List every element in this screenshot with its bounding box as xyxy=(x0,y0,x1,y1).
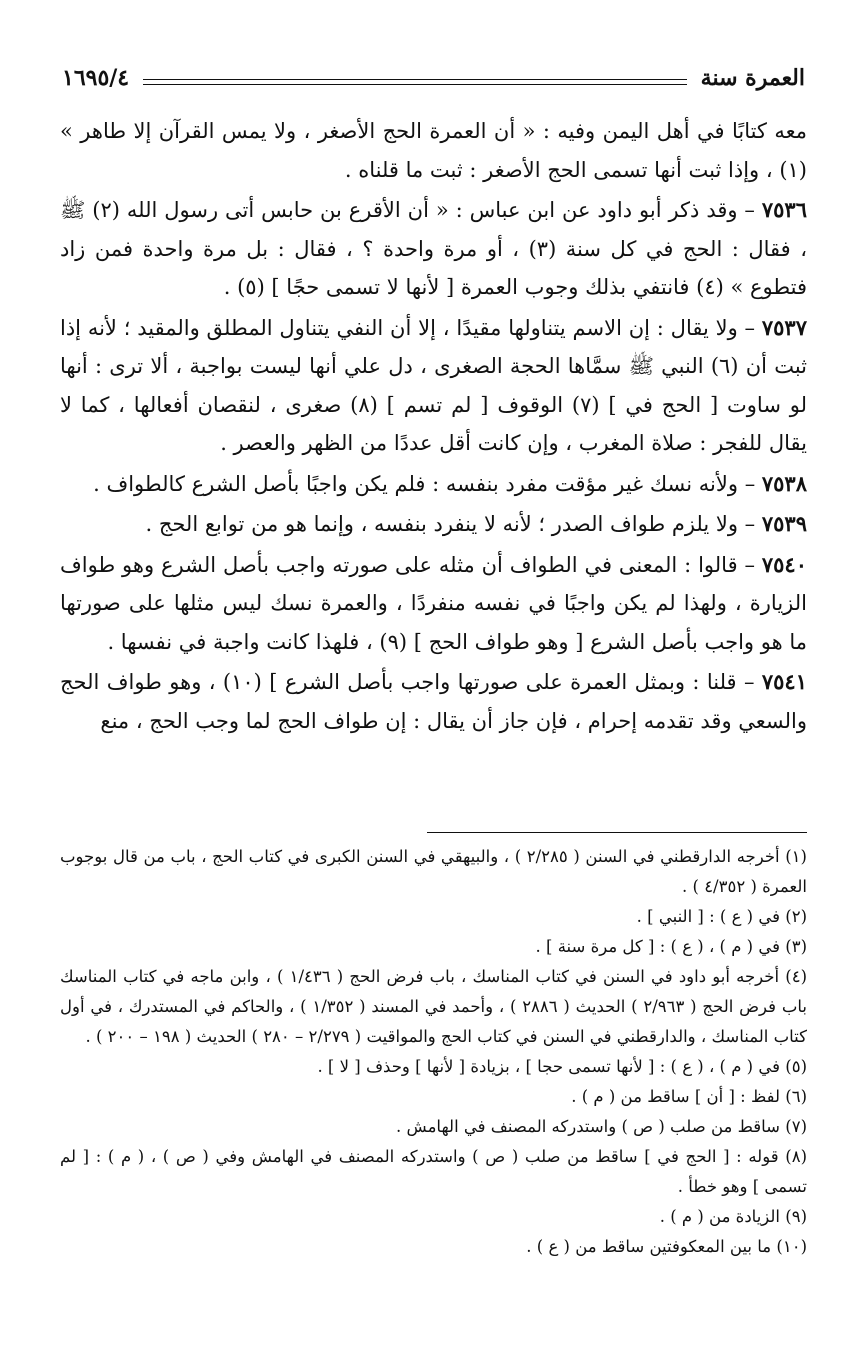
footnote-1: (١) أخرجه الدارقطني في السنن ( ٢/٢٨٥ ) ، والبيهقي في السنن الكبرى في كتاب الحج ، باب من قال بوجوب العمرة ( ٤/٣٥٢ ) . xyxy=(60,847,807,896)
paragraph-text: – ولا يقال : إن الاسم يتناولها مقيدًا ، إلا أن النفي يتناول المطلق والمقيد ؛ لأنه إذا ثبت أن (٦) النبي ﷺ سمَّاها الحجة الصغرى ، دل علي أنها ليست بواجبة ، ألا ترى : أنها لو ساوت [ الحج في ] (٧) الوقوف [ لم تسم ] (٨) صغرى ، لنقصان أفعالها ، كما لا يقال للفجر : صلاة المغرب ، وإن كانت أقل عددًا من الظهر والعصر . xyxy=(60,315,807,455)
paragraph-7538 xyxy=(60,465,807,504)
footnote-4: (٤) أخرجه أبو داود في السنن في كتاب المناسك ، باب فرض الحج ( ١/٤٣٦ ) ، وابن ماجه في كتاب المناسك باب فرض الحج ( ٢/٩٦٣ ) الحديث ( ٢٨٨٦ ) ، وأحمد في المسند ( ١/٣٥٢ ) ، والحاكم في المستدرك ، في أول كتاب المناسك ، والدارقطني في السنن في كتاب الحج والمواقيت ( ٢/٢٧٩ – ٢٨٠ ) الحديث ( ١٩٨ – ٢٠٠ ) . xyxy=(60,967,807,1046)
footnote-5: (٥) في ( م ) ، ( ع ) : [ لأنها تسمى حجا ] ، بزيادة [ لأنها ] وحذف [ لا ] . xyxy=(317,1057,807,1076)
paragraph-number: ٧٥٤٠ xyxy=(761,551,807,577)
paragraph-7541 xyxy=(60,663,807,740)
paragraph-7536 xyxy=(60,191,807,307)
paragraph-number: ٧٥٤١ xyxy=(761,669,807,694)
paragraph-7539 xyxy=(60,505,807,544)
paragraph-text: – وقد ذكر أبو داود عن ابن عباس : « أن الأقرع بن حابس أتى رسول الله (٢) ﷺ ، فقال : الحج في كل سنة (٣) ، أو مرة واحدة ؟ ، فقال : بل مرة واحدة فمن زاد فتطوع » (٤) فانتفي بذلك وجوب العمرة [ لأنها لا تسمى حجًا ] (٥) . xyxy=(60,198,807,299)
paragraph-number: ٧٥٣٧ xyxy=(761,314,807,340)
paragraph-number: ٧٥٣٨ xyxy=(761,470,807,496)
running-title: العمرة سنة xyxy=(700,65,805,91)
paragraph-7540 xyxy=(60,546,807,662)
footnotes xyxy=(60,842,807,1262)
paragraph-7537 xyxy=(60,309,807,463)
header-rule xyxy=(143,79,687,85)
footnote-3: (٣) في ( م ) ، ( ع ) : [ كل مرة سنة ] . xyxy=(535,937,807,956)
paragraph-text: – قالوا : المعنى في الطواف أن مثله على صورته واجب بأصل الشرع وهو طواف الزيارة ، ولهذا لم يكن واجبًا في نفسه منفردًا ، والعمرة نسك ليس مثلها على صورتها ما هو واجب بأصل الشرع [ وهو طواف الحج ] (٩) ، فلهذا كانت واجبة في نفسها . xyxy=(60,552,807,654)
paragraph-text: – قلنا : وبمثل العمرة على صورتها واجب بأصل الشرع ] (١٠) ، وهو طواف الحج والسعي وقد تقدمه إحرام ، فإن جاز أن يقال : إن طواف الحج لما وجب الحج ، منع xyxy=(60,670,807,733)
page-number: ١٦٩٥/٤ xyxy=(62,65,130,91)
paragraph-number: ٧٥٣٩ xyxy=(761,511,807,536)
paragraph-number: ٧٥٣٦ xyxy=(761,197,807,222)
paragraph-text: – ولأنه نسك غير مؤقت مفرد بنفسه : فلم يكن واجبًا بأصل الشرع كالطواف . xyxy=(93,471,762,496)
footnote-2: (٢) في ( ع ) : [ النبي ] . xyxy=(636,907,807,926)
footnote-6: (٦) لفظ : [ أن ] ساقط من ( م ) . xyxy=(571,1087,807,1106)
footnote-separator xyxy=(427,832,807,833)
main-text xyxy=(60,112,807,742)
paragraph-text: – ولا يلزم طواف الصدر ؛ لأنه لا ينفرد بنفسه ، وإنما هو من توابع الحج . xyxy=(145,512,762,536)
footnote-9: (٩) الزيادة من ( م ) . xyxy=(659,1207,807,1226)
page-header xyxy=(62,60,805,96)
footnote-7: (٧) ساقط من صلب ( ص ) واستدركه المصنف في الهامش . xyxy=(396,1117,807,1136)
footnote-8: (٨) قوله : [ الحج في ] ساقط من صلب ( ص ) واستدركه المصنف في الهامش وفي ( ص ) ، ( م ) : [ لم تسمى ] وهو خطأ . xyxy=(60,1147,807,1196)
paragraph-continuation: معه كتابًا في أهل اليمن وفيه : « أن العمرة الحج الأصغر ، ولا يمس القرآن إلا طاهر » (١) ، وإذا ثبت أنها تسمى الحج الأصغر : ثبت ما قلناه . xyxy=(60,119,807,182)
footnote-10: (١٠) ما بين المعكوفتين ساقط من ( ع ) . xyxy=(526,1237,807,1256)
